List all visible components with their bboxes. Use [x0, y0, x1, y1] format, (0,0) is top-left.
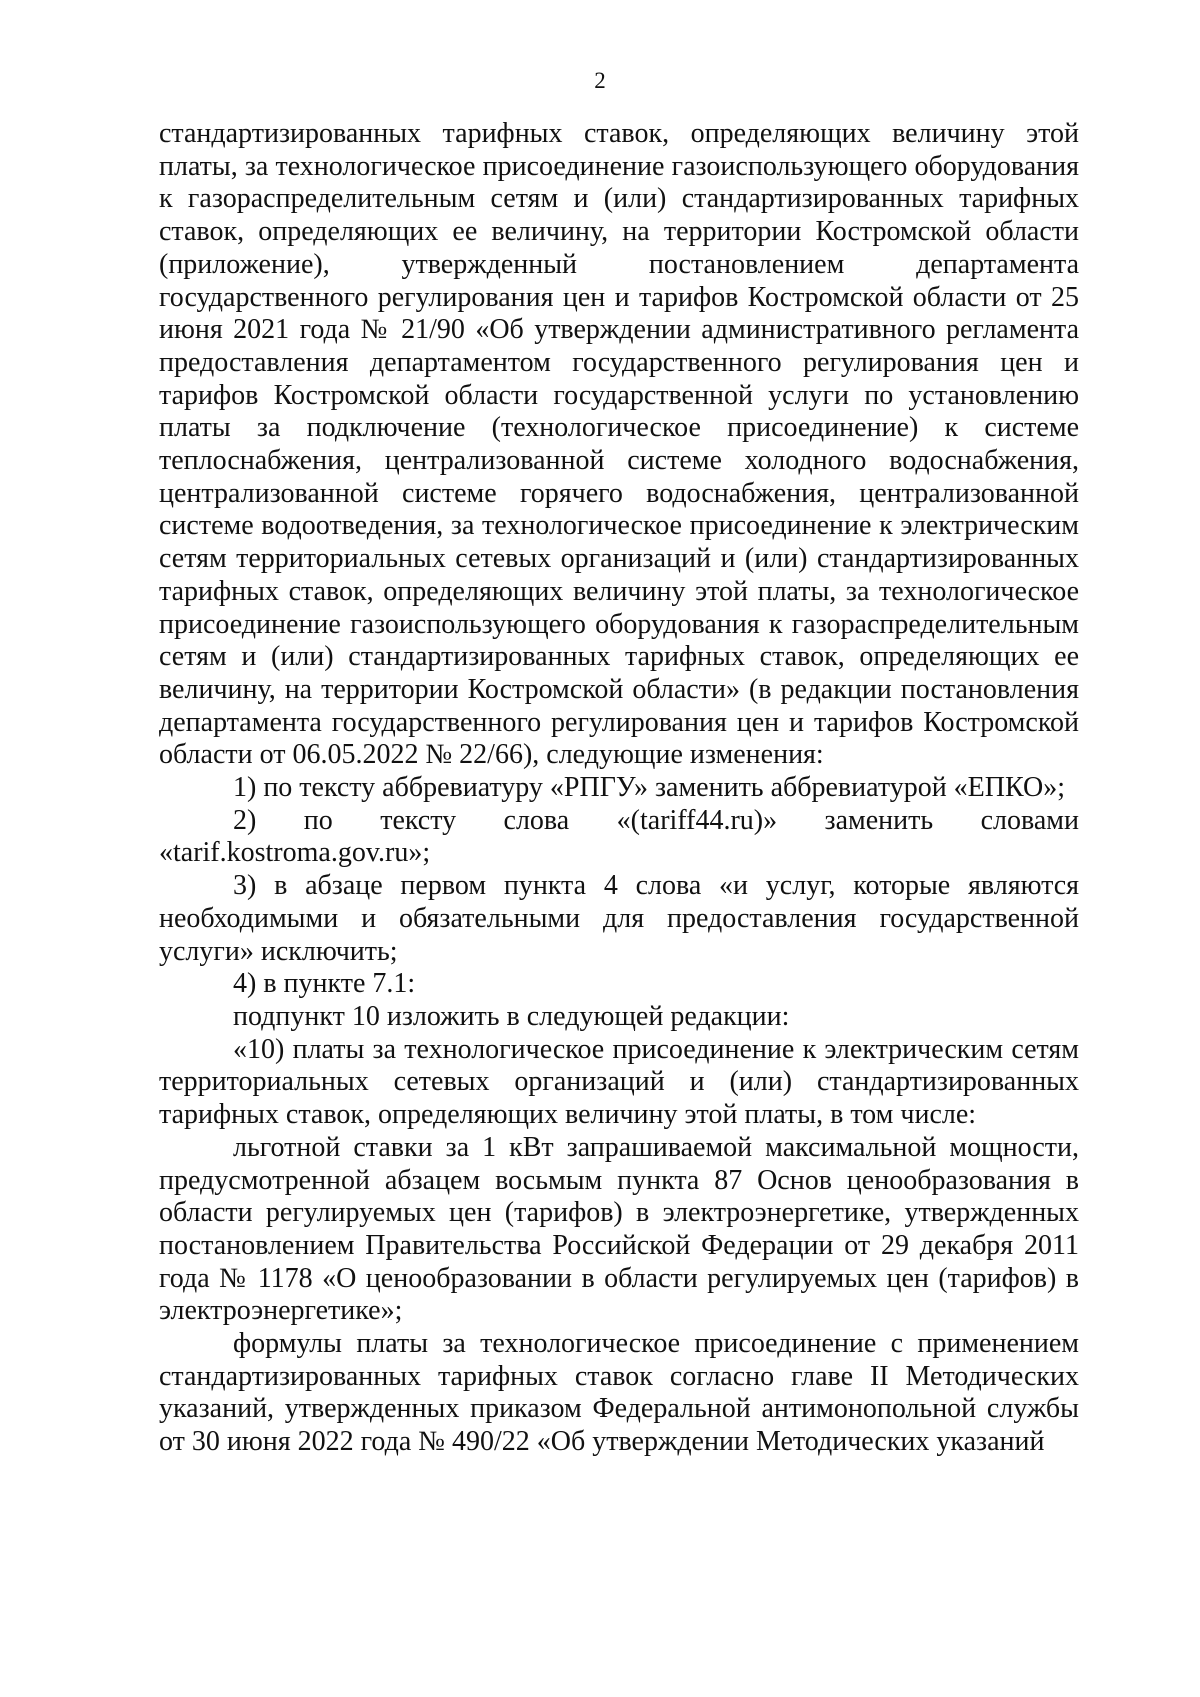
paragraph-fee-formula: формулы платы за технологическое присоединение с применением стандартизированных тарифных ставок согласно главе II Методических указаний, утвержденных приказом Федеральной антимонопольной службы от 30 июня 2022 года № 490/22 «Об утверждении Методических указаний [159, 1328, 1079, 1458]
paragraph-preferential-rate: льготной ставки за 1 кВт запрашиваемой максимальной мощности, предусмотренной абзацем восьмым пункта 87 Основ ценообразования в области регулируемых цен (тарифов) в электроэнергетике, утвержденных постановлением Правительства Российской Федерации от 29 декабря 2011 года № 1178 «О ценообразовании в области регулируемых цен (тарифов) в электроэнергетике»; [159, 1131, 1079, 1327]
paragraph-item-1: 1) по тексту аббревиатуру «РПГУ» заменить аббревиатурой «ЕПКО»; [233, 772, 1065, 804]
document-body [159, 118, 1079, 1459]
paragraph-continuation: стандартизированных тарифных ставок, определяющих величину этой платы, за технологическое присоединение газоиспользующего оборудования к газораспределительным сетям и (или) стандартизированных тарифных ставок, определяющих ее величину, на территории Костромской области (приложение), утвержденный постановлением департамента государственного регулирования цен и тарифов Костромской области от 25 июня 2021 года № 21/90 «Об утверждении административного регламента предоставления департаментом государственного регулирования цен и тарифов Костромской области государственной услуги по установлению платы за подключение (технологическое присоединение) к системе теплоснабжения, централизованной системе холодного водоснабжения, централизованной системе горячего водоснабжения, централизованной системе водоотведения, за технологическое присоединение к электрическим сетям территориальных сетевых организаций и (или) стандартизированных тарифных ставок, определяющих величину этой платы, за технологическое присоединение газоиспользующего оборудования к газораспределительным сетям и (или) стандартизированных тарифных ставок, определяющих ее величину, на территории Костромской области» (в редакции постановления департамента государственного регулирования цен и тарифов Костромской области от 06.05.2022 № 22/66), следующие изменения: [159, 118, 1079, 771]
paragraph-subitem-10-intro: подпункт 10 изложить в следующей редакции: [233, 1000, 790, 1032]
paragraph-item-3: 3) в абзаце первом пункта 4 слова «и услуг, которые являются необходимыми и обязательными для предоставления государственной услуги» исключить; [159, 870, 1079, 967]
page-number: 2 [594, 68, 606, 93]
paragraph-item-4: 4) в пункте 7.1: [233, 968, 416, 1000]
paragraph-subitem-10: «10) платы за технологическое присоединение к электрическим сетям территориальных сетевых организаций и (или) стандартизированных тарифных ставок, определяющих величину этой платы, в том числе: [159, 1033, 1079, 1131]
paragraph-item-2: 2) по тексту слова «(tariff44.ru)» заменить словами «tarif.kostroma.gov.ru»; [159, 804, 1079, 869]
